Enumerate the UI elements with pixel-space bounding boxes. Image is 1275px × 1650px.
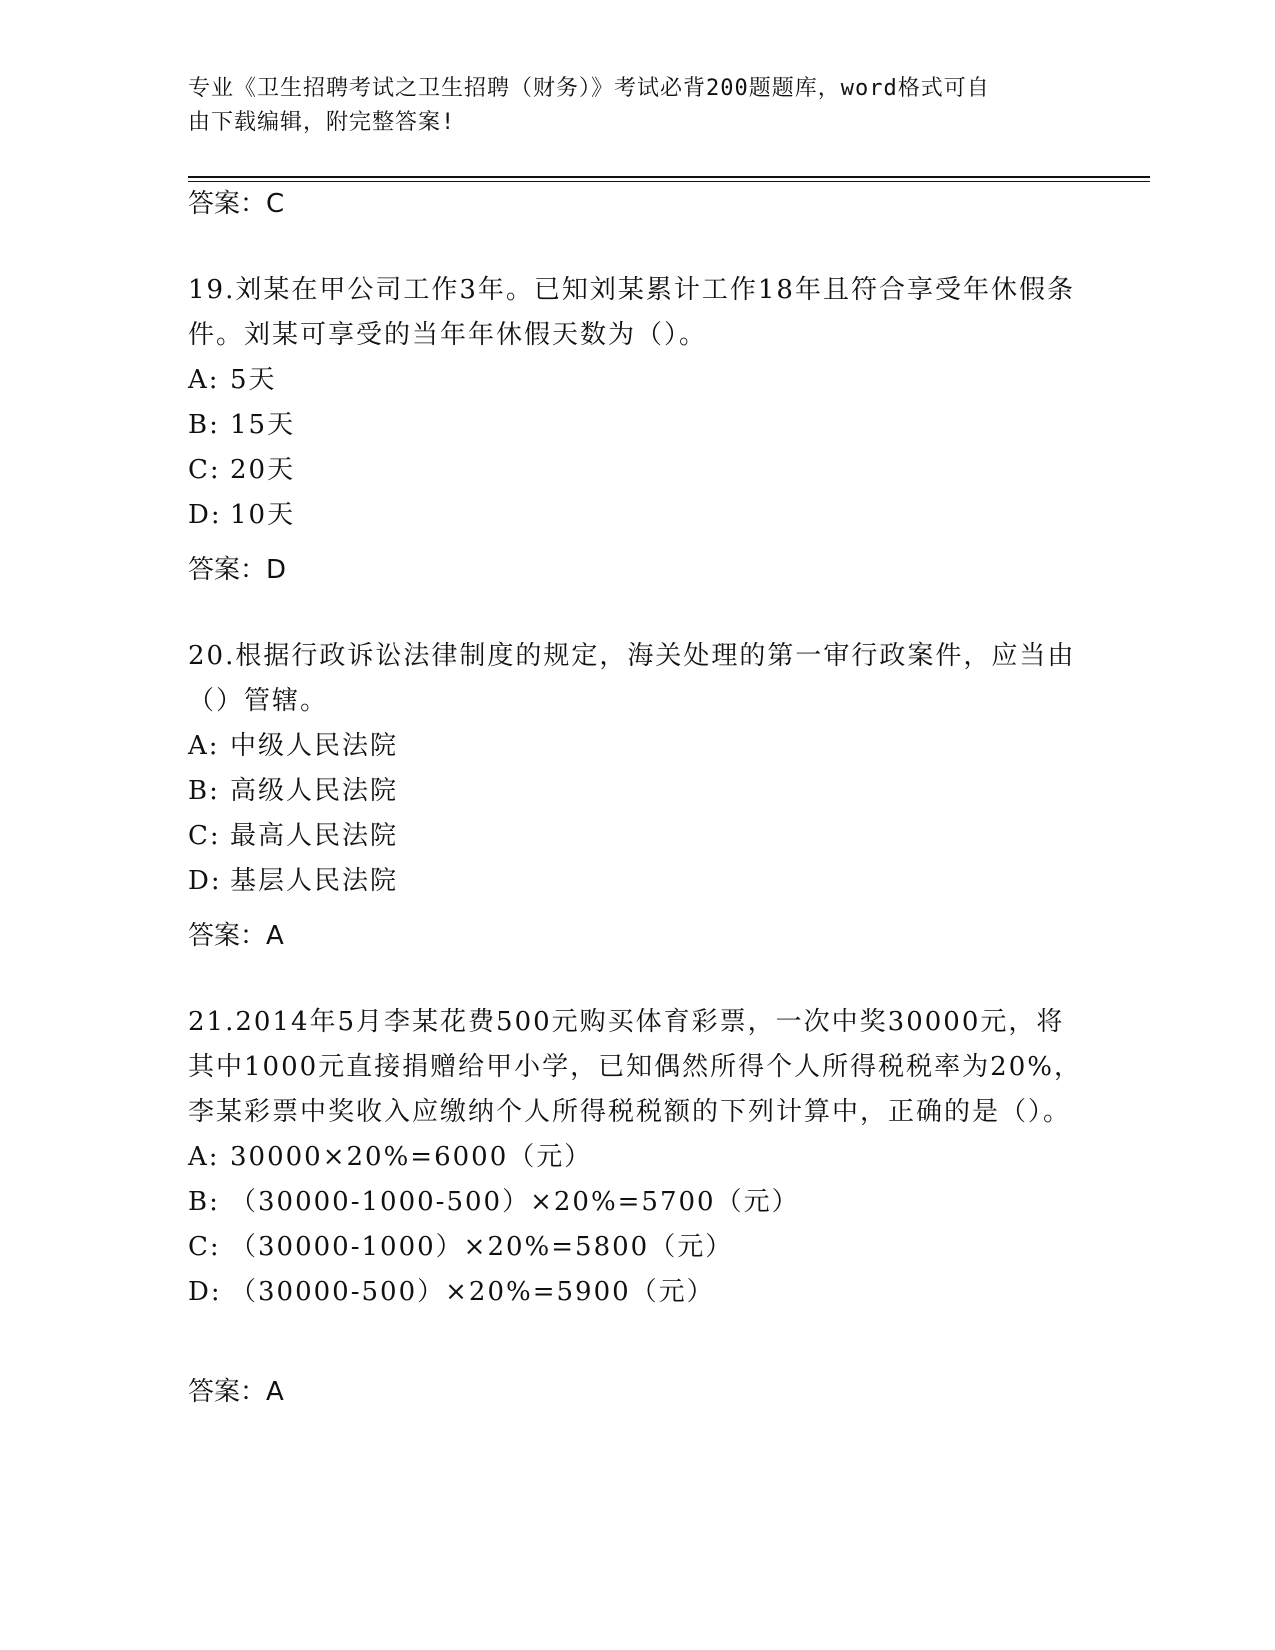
option-d: [188, 1270, 1088, 1315]
option-d: [188, 859, 1088, 904]
option-c: [188, 448, 1088, 493]
header-line-1: 专业《卫生招聘考试之卫生招聘（财务）》考试必背200题题库，word格式可自: [188, 76, 990, 101]
option-text: 高级人民法院: [230, 776, 399, 806]
option-letter: A:: [188, 365, 220, 395]
option-letter: A:: [188, 1142, 220, 1172]
question-19: [188, 268, 1088, 538]
option-a: [188, 724, 1088, 769]
option-a: [188, 1135, 1088, 1180]
option-text: 中级人民法院: [230, 731, 399, 761]
option-b: [188, 403, 1088, 448]
option-letter: B:: [188, 1187, 220, 1217]
option-text: 20天: [230, 455, 296, 485]
option-text: 10天: [230, 500, 296, 530]
question-text: 20.根据行政诉讼法律制度的规定，海关处理的第一审行政案件，应当由（）管辖。: [188, 641, 1076, 716]
option-c: [188, 814, 1088, 859]
option-letter: D:: [188, 866, 222, 896]
option-a: [188, 358, 1088, 403]
header-line-2: 由下载编辑，附完整答案!: [188, 110, 456, 135]
document-header: [188, 72, 1088, 140]
option-letter: A:: [188, 731, 220, 761]
question-20: [188, 634, 1088, 904]
question-21: [188, 1000, 1088, 1315]
answer-20: 答案：A: [188, 921, 284, 951]
option-letter: B:: [188, 776, 220, 806]
option-text: 最高人民法院: [230, 821, 399, 851]
option-text: 5天: [230, 365, 277, 395]
option-c: [188, 1225, 1088, 1270]
answer-prev: 答案：C: [188, 189, 285, 219]
option-text: 基层人民法院: [230, 866, 399, 896]
option-letter: C:: [188, 821, 221, 851]
option-text: （30000-500）×20%=5900（元）: [230, 1277, 715, 1307]
option-letter: B:: [188, 410, 220, 440]
option-b: [188, 1180, 1088, 1225]
option-letter: D:: [188, 1277, 222, 1307]
option-text: （30000-1000）×20%=5800（元）: [230, 1232, 734, 1262]
option-text: 15天: [230, 410, 296, 440]
option-letter: D:: [188, 500, 222, 530]
answer-19: 答案：D: [188, 555, 287, 585]
question-text: 21.2014年5月李某花费500元购买体育彩票，一次中奖30000元，将其中1000元直接捐赠给甲小学，已知偶然所得个人所得税税率为20%，李某彩票中奖收入应缴纳个人所得税税额的下列计算中，正确的是（）。: [188, 1007, 1082, 1127]
option-letter: C:: [188, 1232, 221, 1262]
option-text: （30000-1000-500）×20%=5700（元）: [230, 1187, 800, 1217]
option-text: 30000×20%=6000（元）: [230, 1142, 593, 1172]
option-letter: C:: [188, 455, 221, 485]
header-rule-thick: [188, 176, 1150, 178]
header-rule-thin: [188, 181, 1150, 182]
option-b: [188, 769, 1088, 814]
answer-21: 答案：A: [188, 1377, 284, 1407]
question-text: 19.刘某在甲公司工作3年。已知刘某累计工作18年且符合享受年休假条件。刘某可享受的当年年休假天数为（）。: [188, 275, 1075, 350]
option-d: [188, 493, 1088, 538]
